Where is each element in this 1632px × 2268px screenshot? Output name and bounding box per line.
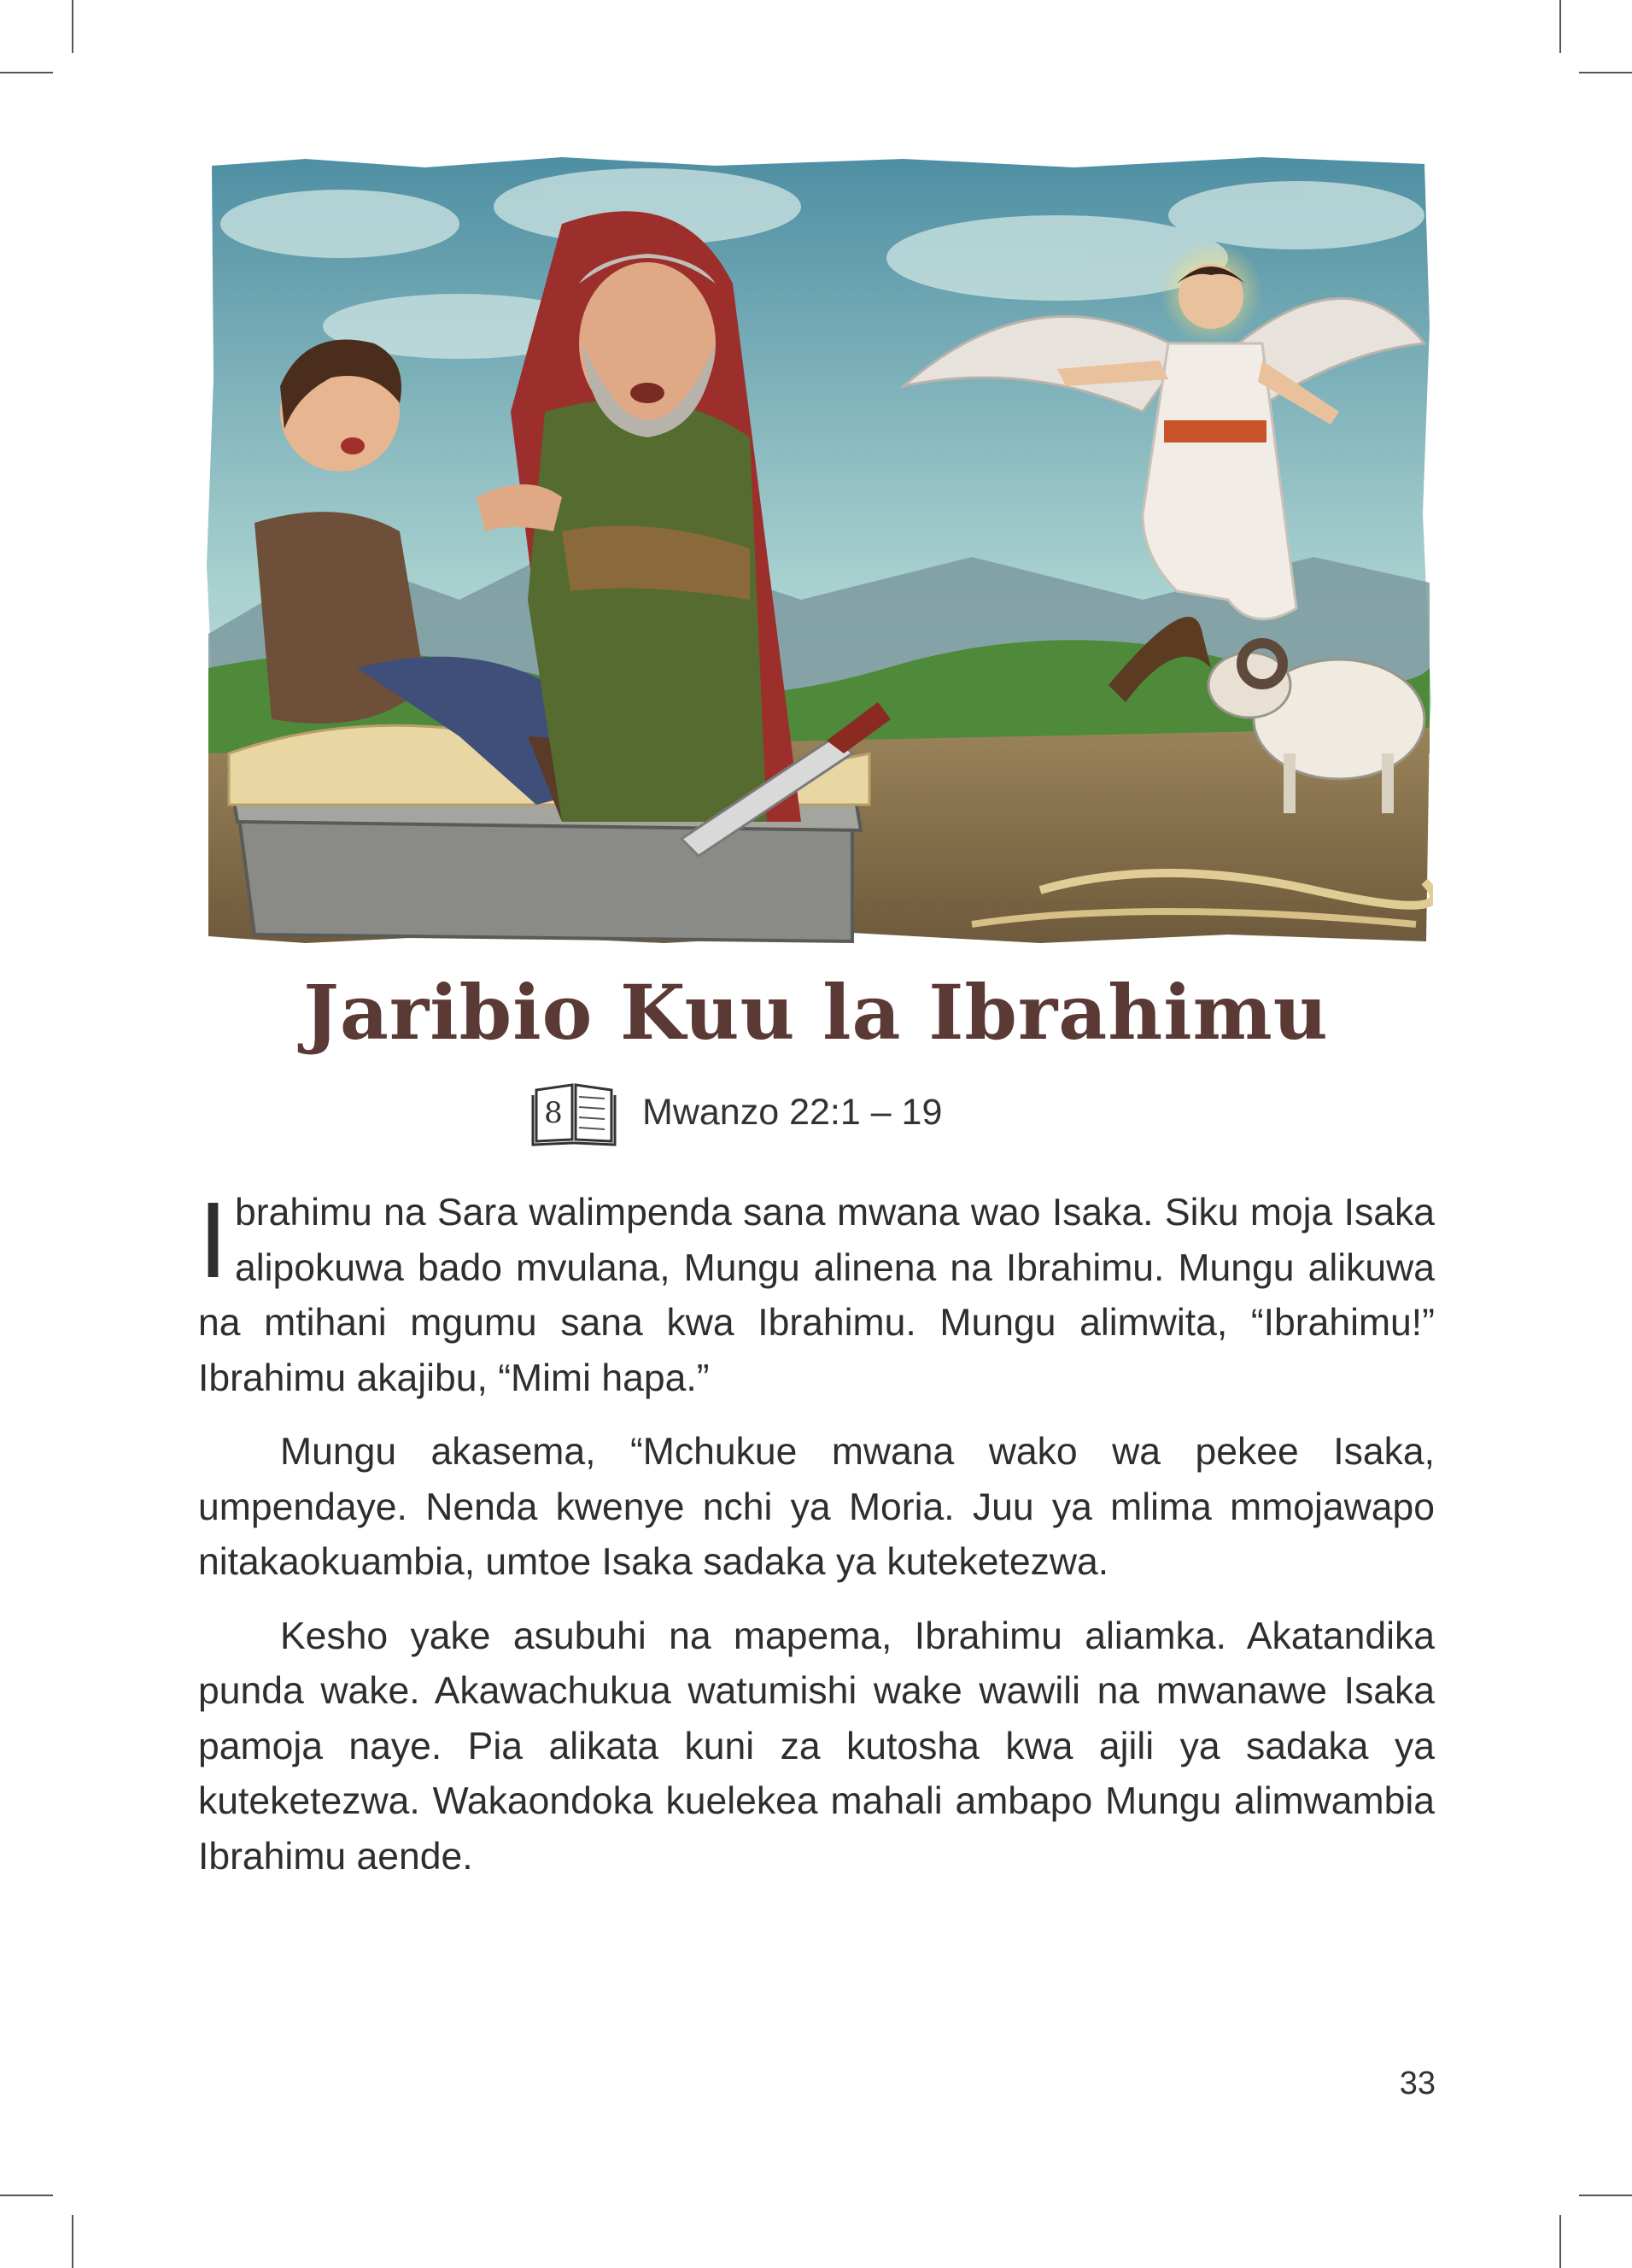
story-paragraph: Kesho yake asubuhi na mapema, Ibrahimu aliamka. Akatandika punda wake. Akawachukua watumishi wake wawili na mwanawe Isaka pamoja naye. Pia alikata kuni za kutosha kwa ajili ya sadaka ya kuteketezwa. Wakaondoka kuelekea mahali ambapo Mungu alimwambia Ibrahimu aende.	[198, 1615, 1435, 1878]
page-number: 33	[1399, 2066, 1436, 2101]
open-book-icon	[529, 1078, 618, 1146]
crop-mark	[1579, 2195, 1632, 2196]
story-body	[198, 1180, 1435, 1903]
chapter-badge: 8	[544, 1096, 563, 1130]
scripture-reference	[529, 1078, 942, 1146]
crop-mark	[72, 2215, 73, 2268]
crop-mark	[0, 72, 53, 73]
crop-mark	[0, 2195, 53, 2196]
story-paragraph: Mungu akasema, “Mchukue mwana wako wa pekee Isaka, umpendaye. Nenda kwenye nchi ya Moria. Juu ya mlima mmojawapo nitakaokuambia, umtoe Isaka sadaka ya kuteketezwa.	[198, 1431, 1435, 1583]
crop-mark	[1559, 0, 1561, 53]
story-paragraph: Ibrahimu na Sara walimpenda sana mwana wao Isaka. Siku moja Isaka alipokuwa bado mvulana, Mungu alinena na Ibrahimu. Mungu alikuwa na mtihani mgumu sana kwa Ibrahimu. Mungu alimwita, “Ibrahimu!” Ibrahimu akajibu, “Mimi hapa.”	[198, 1180, 1435, 1399]
page-title: Jaribio Kuu la Ibrahimu	[303, 968, 1329, 1057]
crop-mark	[72, 0, 73, 53]
story-illustration	[203, 155, 1433, 946]
reference-text: Mwanzo 22:1 – 19	[642, 1091, 943, 1133]
drop-cap: I	[198, 1180, 229, 1300]
crop-mark	[1559, 2215, 1561, 2268]
crop-mark	[1579, 72, 1632, 73]
